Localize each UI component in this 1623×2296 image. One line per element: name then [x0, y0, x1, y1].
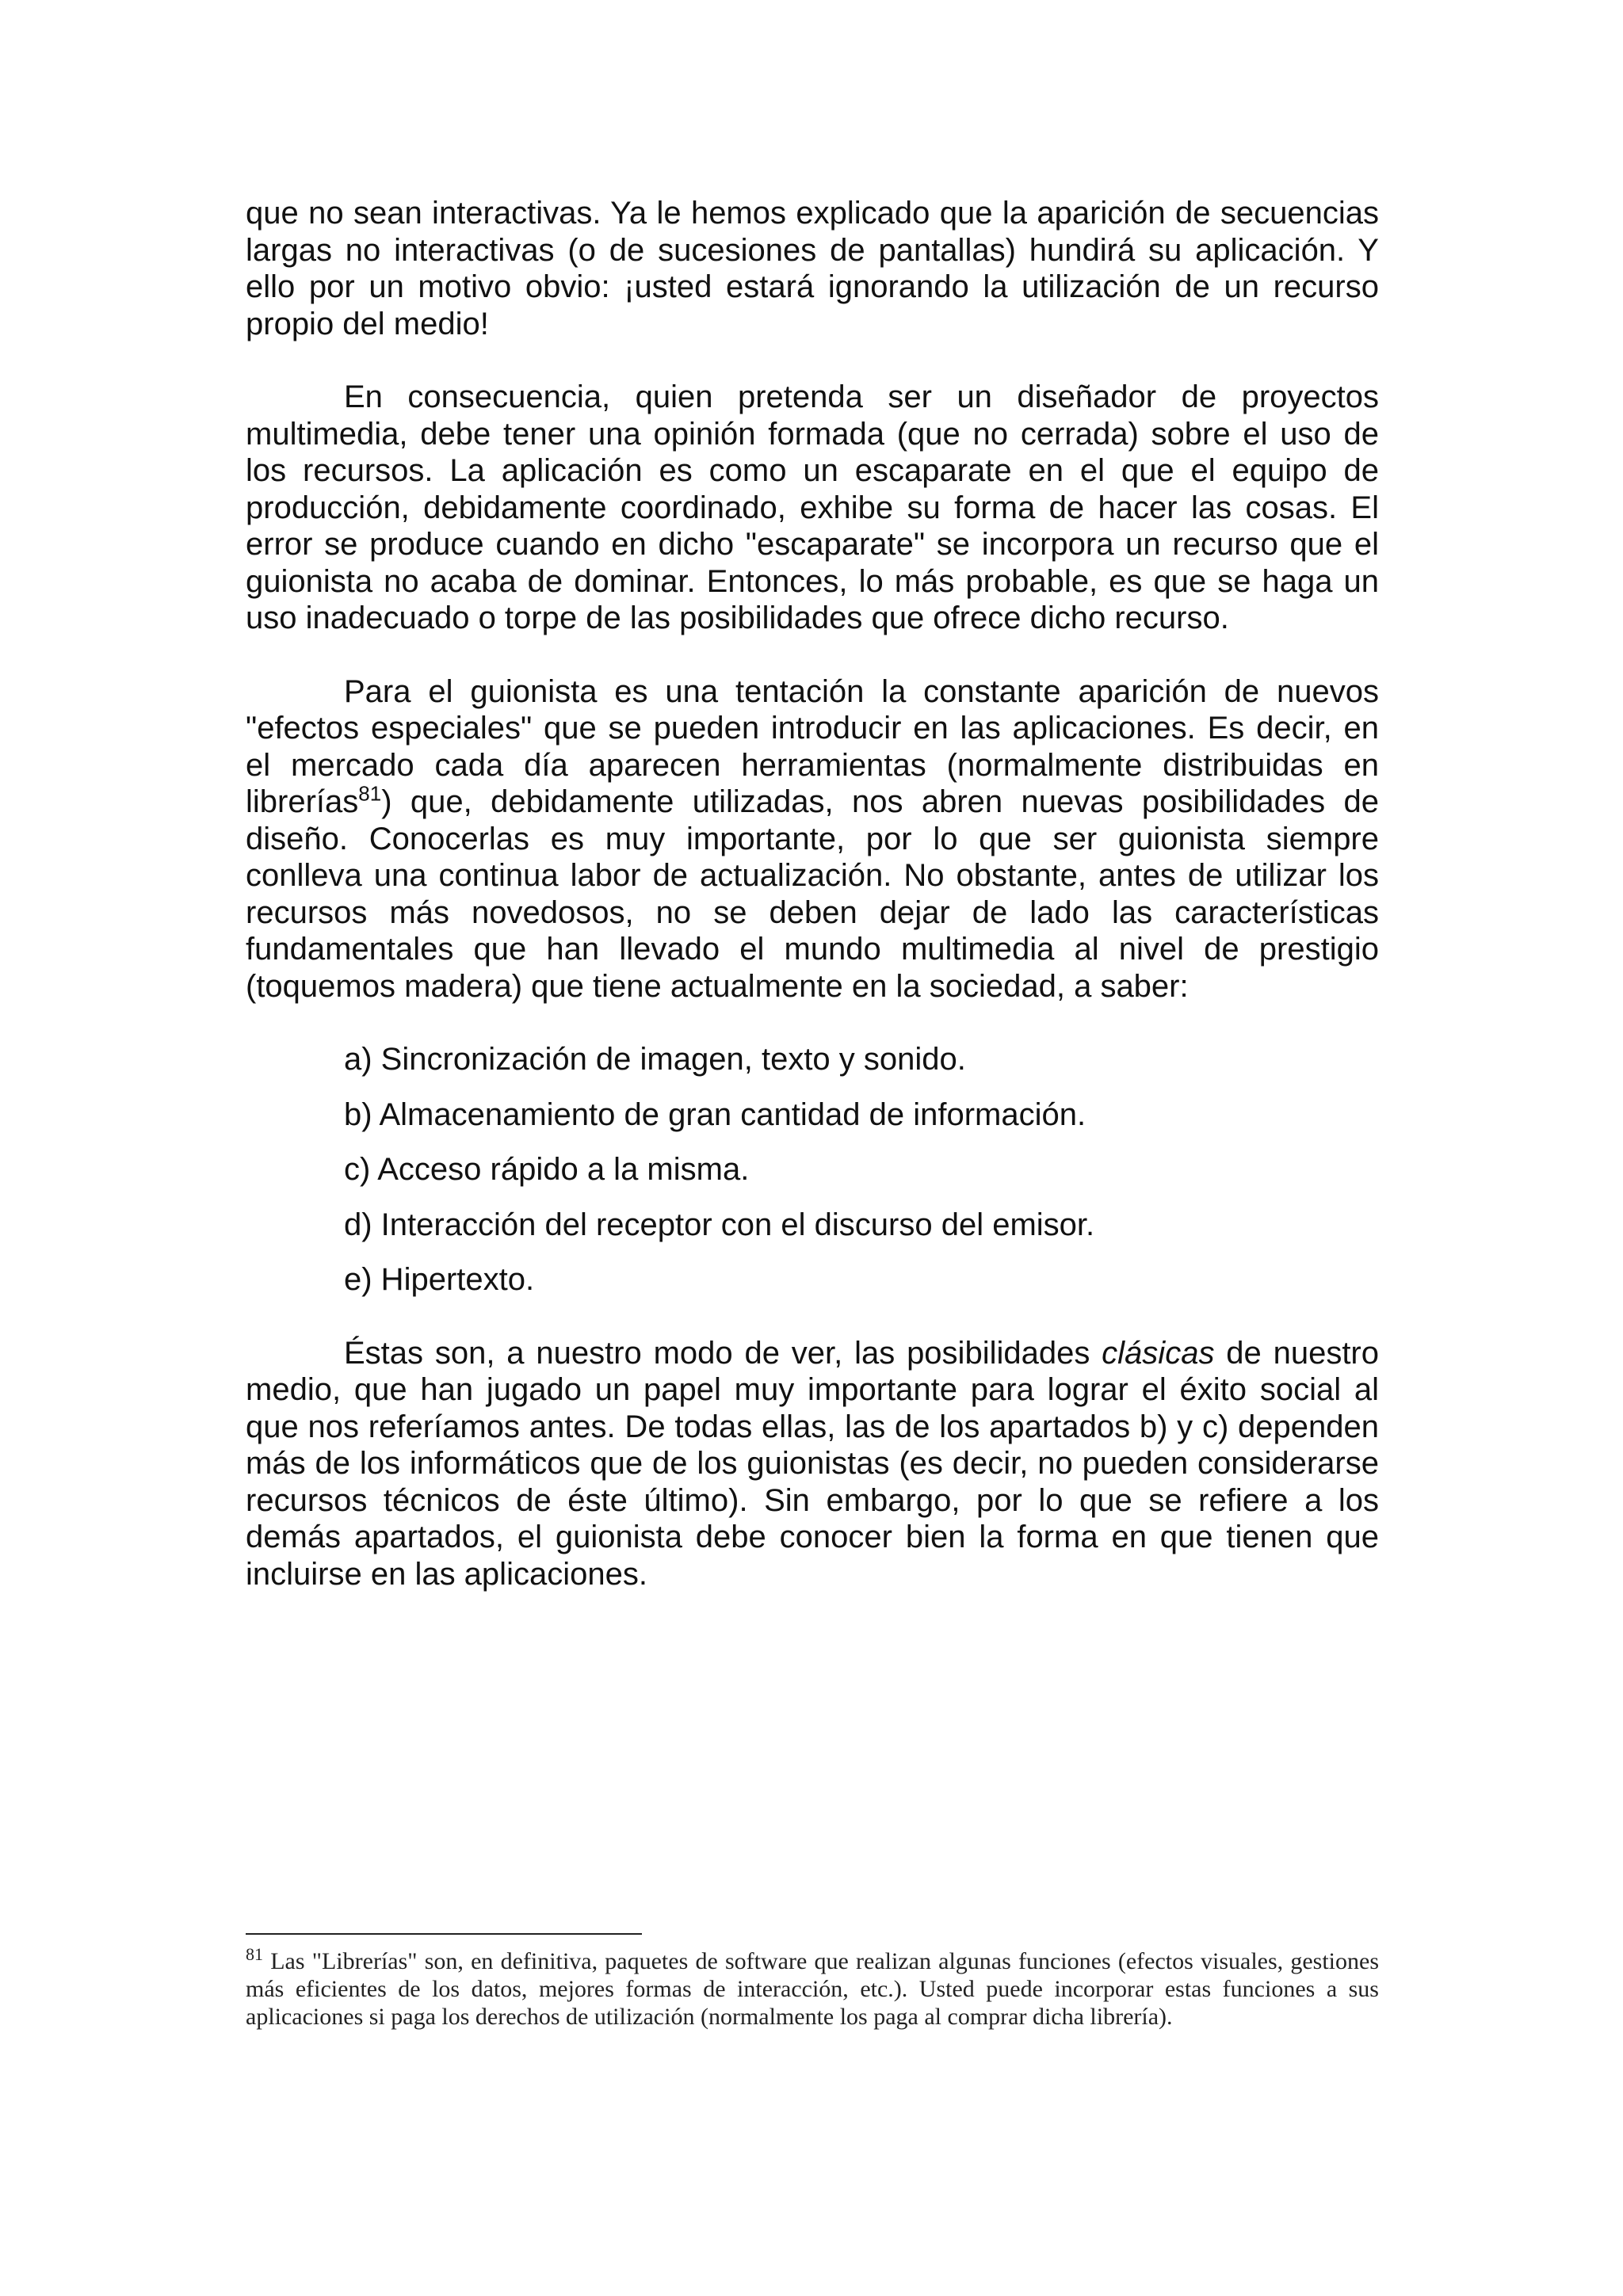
list-item: d) Interacción del receptor con el discurso del emisor.: [344, 1207, 1095, 1242]
list-item: e) Hipertexto.: [344, 1262, 535, 1297]
body-text: [246, 195, 1379, 1592]
paragraph-4-text-end: de nuestro medio, que han jugado un papel muy importante para lograr el éxito social al que nos referíamos antes. De todas ellas, las de los apartados b) y c) dependen más de los informáticos que de los guionistas (es decir, no pueden considerarse recursos técnicos de éste último). Sin embargo, por lo que se refiere a los demás apartados, el guionista debe conocer bien la forma en que tienen que incluirse en las aplicaciones.: [246, 1335, 1379, 1592]
paragraph-3-text-end: ) que, debidamente utilizadas, nos abren nuevas posibilidades de diseño. Conocerlas es muy importante, por lo que ser guionista siempre conlleva una continua labor de actualización. No obstante, antes de utilizar los recursos más novedosos, no se deben dejar de lado las características fundamentales que han llevado el mundo multimedia al nivel de prestigio (toquemos madera) que tiene actualmente en la sociedad, a saber:: [246, 784, 1379, 1004]
footnote-text: Las "Librerías" son, en definitiva, paquetes de software que realizan algunas funciones (efectos visuales, gestiones más eficientes de los datos, mejores formas de interacción, etc.). Usted puede incorporar estas funciones a sus aplicaciones si paga los derechos de utilización (normalmente los paga al comprar dicha librería).: [246, 1948, 1379, 2030]
paragraph-4-text-start: Éstas son, a nuestro modo de ver, las posibilidades: [344, 1335, 1102, 1371]
paragraph-3-text-start: Para el guionista es una tentación la constante aparición de nuevos "efectos especiales" que se pueden introducir en las aplicaciones. Es decir, en el mercado cada día aparecen herramientas (normalmente distribuidas en librerías: [246, 673, 1379, 819]
paragraph-4: [246, 1335, 1379, 1593]
footnote: [246, 1944, 1379, 2031]
list-item: c) Acceso rápido a la misma.: [344, 1152, 750, 1187]
paragraph-3: [246, 673, 1379, 1005]
characteristics-list: [246, 1041, 1379, 1299]
footnote-number: 81: [246, 1944, 263, 1964]
paragraph-1: que no sean interactivas. Ya le hemos explicado que la aparición de secuencias largas no interactivas (o de sucesiones de pantallas) hundirá su aplicación. Y ello por un motivo obvio: ¡usted estará ignorando la utilización de un recurso propio del medio!: [246, 196, 1379, 341]
paragraph-2: En consecuencia, quien pretenda ser un diseñador de proyectos multimedia, debe tener una opinión formada (que no cerrada) sobre el uso de los recursos. La aplicación es como un escaparate en el que el equipo de producción, debidamente coordinado, exhibe su forma de hacer las cosas. El error se produce cuando en dicho "escaparate" se incorpora un recurso que el guionista no acaba de dominar. Entonces, lo más probable, es que se haga un uso inadecuado o torpe de las posibilidades que ofrece dicho recurso.: [246, 379, 1379, 635]
list-item: b) Almacenamiento de gran cantidad de información.: [344, 1097, 1086, 1132]
footnote-reference[interactable]: 81: [358, 781, 382, 806]
footnote-separator: [246, 1933, 642, 1935]
list-item: a) Sincronización de imagen, texto y sonido.: [344, 1042, 966, 1077]
italic-term: clásicas: [1102, 1335, 1215, 1371]
